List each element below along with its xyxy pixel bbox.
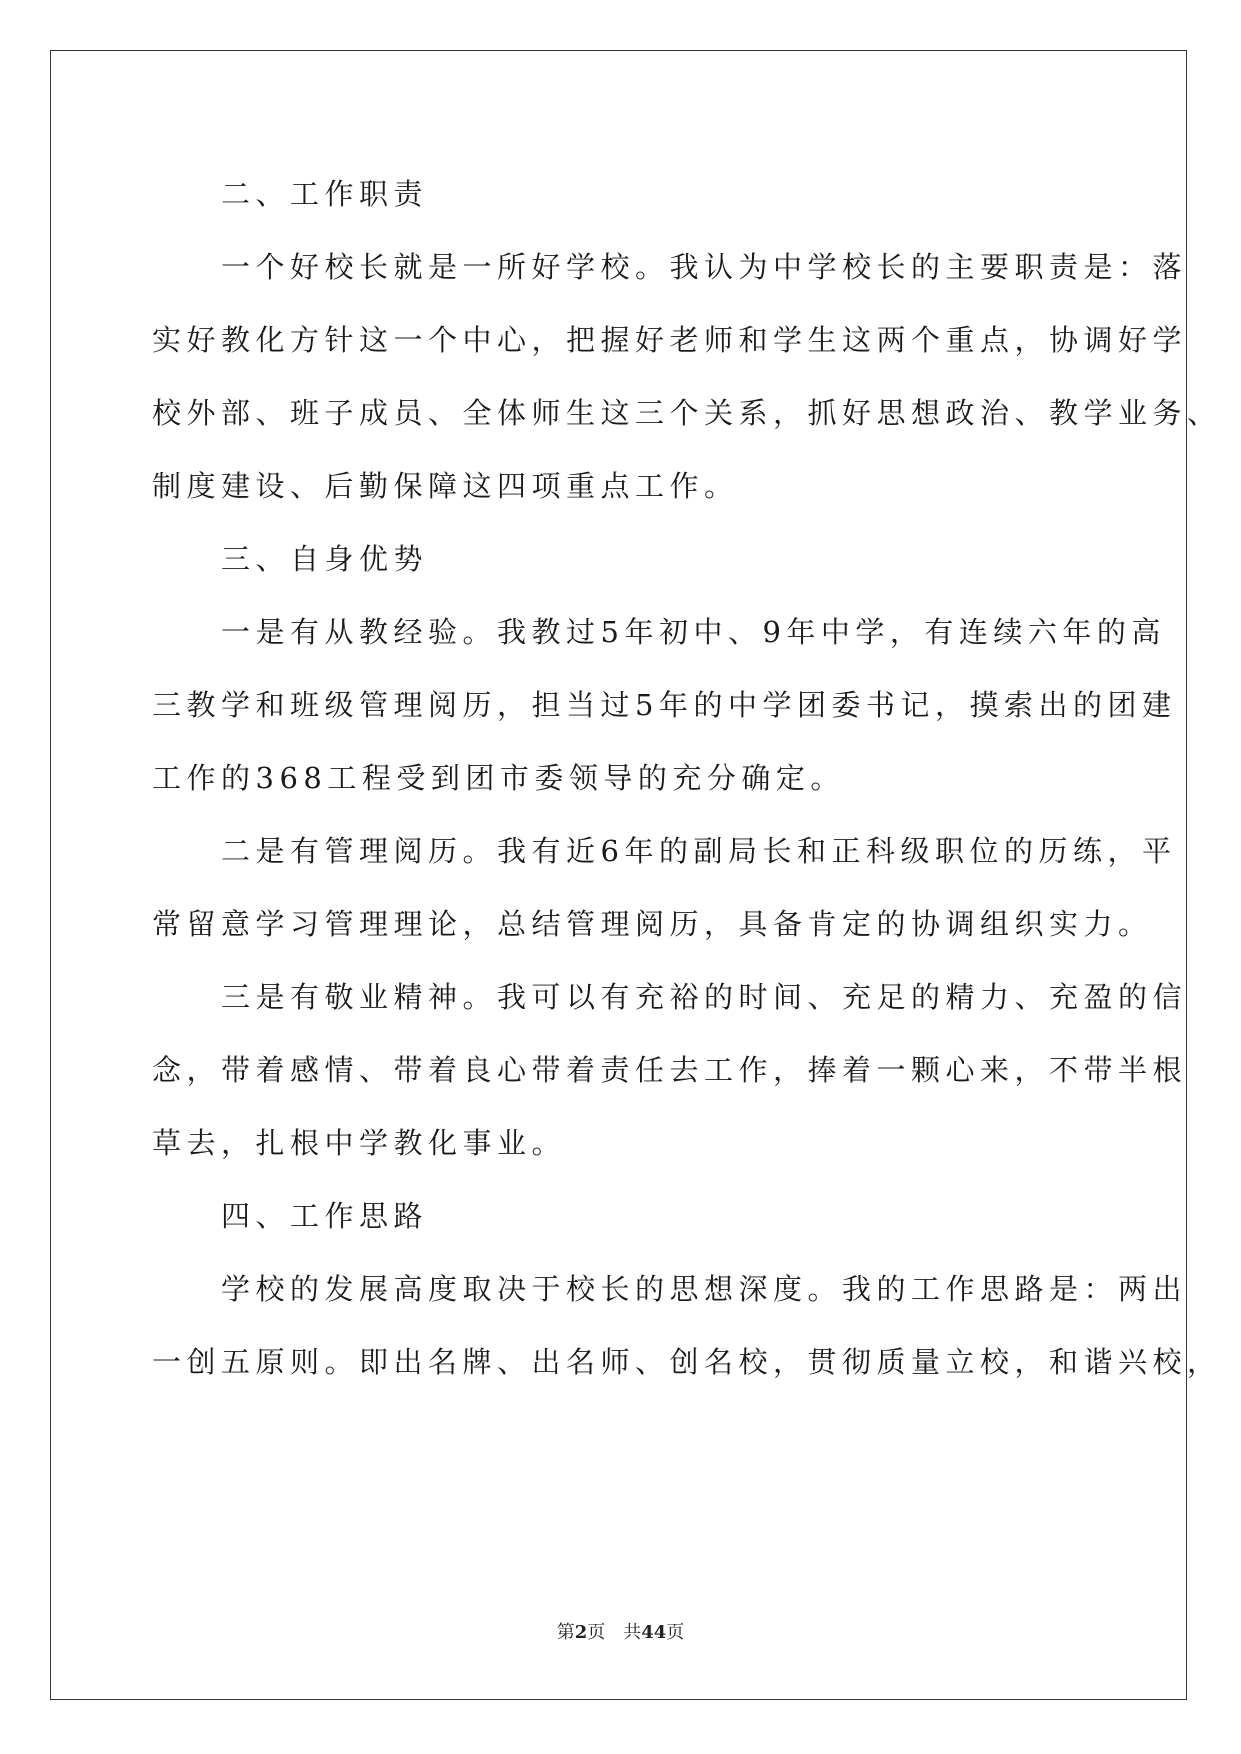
total-pages-number: 44: [641, 1622, 667, 1643]
text-line: 一个好校长就是一所好学校。我认为中学校长的主要职责是：落: [152, 250, 1188, 284]
section-heading: 三、自身优势: [152, 542, 429, 576]
text-line: 念，带着感情、带着良心带着责任去工作，捧着一颗心来，不带半根: [152, 1053, 1188, 1087]
text-line: 实好教化方针这一个中心，把握好老师和学生这两个重点，协调好学: [152, 323, 1188, 357]
footer-prefix: 第: [556, 1622, 575, 1643]
footer-suffix: 页: [666, 1622, 685, 1643]
text-line: 一创五原则。即出名牌、出名师、创名校，贯彻质量立校，和谐兴校，: [152, 1345, 1222, 1379]
text-line: 常留意学习管理理论，总结管理阅历，具备肯定的协调组织实力。: [152, 907, 1153, 941]
text-line: 制度建设、后勤保障这四项重点工作。: [152, 469, 739, 503]
text-line: 二是有管理阅历。我有近6年的副局长和正科级职位的历练，平: [152, 834, 1177, 868]
text-line: 三是有敬业精神。我可以有充裕的时间、充足的精力、充盈的信: [152, 980, 1188, 1014]
footer-middle: 页 共: [587, 1622, 642, 1643]
section-heading: 二、工作职责: [152, 177, 429, 211]
text-line: 校外部、班子成员、全体师生这三个关系，抓好思想政治、教学业务、: [152, 396, 1222, 430]
page-footer: [0, 1618, 1241, 1644]
section-heading: 四、工作思路: [152, 1199, 429, 1233]
text-line: 草去，扎根中学教化事业。: [152, 1126, 567, 1160]
text-line: 一是有从教经验。我教过5年初中、9年中学，有连续六年的高: [152, 615, 1166, 649]
current-page-number: 2: [574, 1622, 588, 1643]
text-line: 三教学和班级管理阅历，担当过5年的中学团委书记，摸索出的团建: [152, 688, 1177, 722]
text-line: 工作的368工程受到团市委领导的充分确定。: [152, 761, 845, 795]
document-body: [152, 158, 1222, 1399]
text-line: 学校的发展高度取决于校长的思想深度。我的工作思路是：两出: [152, 1272, 1188, 1306]
